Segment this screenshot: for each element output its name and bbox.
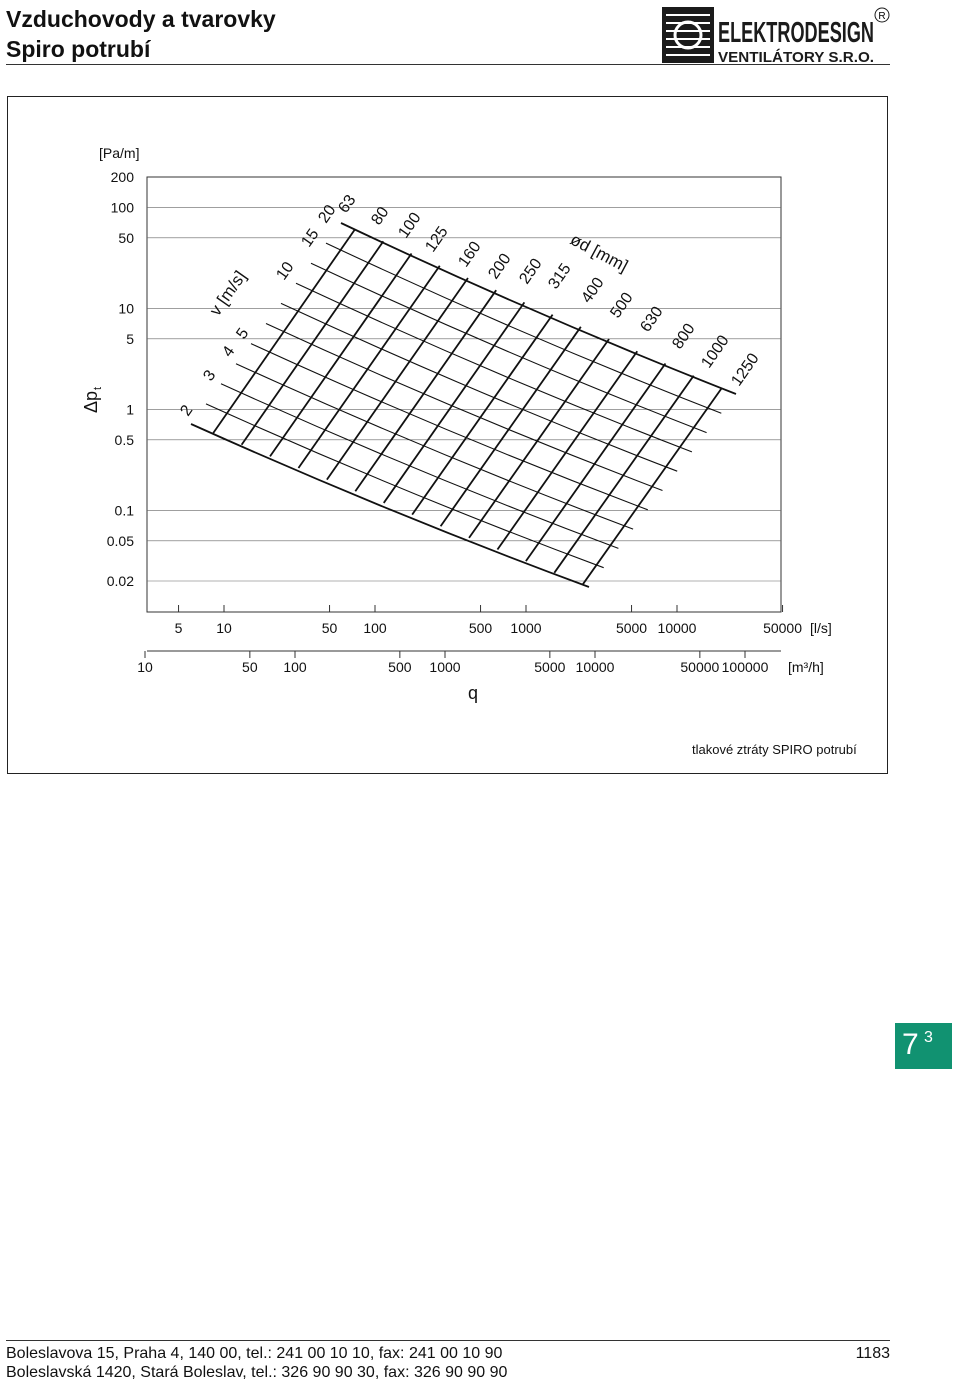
diameter-label: 800 xyxy=(669,320,699,353)
plot-area xyxy=(147,177,781,612)
x-ls-tick-label: 100 xyxy=(363,620,387,636)
page-title: Vzduchovody a tvarovky xyxy=(6,6,276,32)
logo-subtitle: VENTILÁTORY S.R.O. xyxy=(718,49,874,64)
velocity-curve xyxy=(206,404,604,568)
y-tick-label: 50 xyxy=(118,229,134,246)
diameter-label: 1000 xyxy=(698,332,733,372)
x-m3h-tick-label: 500 xyxy=(388,659,412,675)
velocity-curve xyxy=(221,384,618,549)
diameter-line xyxy=(270,254,412,457)
x-ls-tick-label: 5 xyxy=(174,620,183,636)
x-m3h-tick-label: 1000 xyxy=(429,659,461,675)
diameter-line xyxy=(242,241,384,444)
x-m3h-tick-label: 50 xyxy=(242,659,258,675)
x-m3h-tick-label: 50000 xyxy=(680,659,720,675)
registered-mark: R xyxy=(878,11,886,22)
velocity-label: 4 xyxy=(219,343,239,361)
y-axis-unit: [Pa/m] xyxy=(99,145,140,161)
x-ls-tick-label: 10 xyxy=(216,620,232,636)
x-m3h-unit: [m³/h] xyxy=(788,659,824,675)
section-badge xyxy=(895,1023,952,1069)
velocity-label: 20 xyxy=(315,201,340,227)
diameter-label: 630 xyxy=(637,303,667,336)
pressure-loss-chart xyxy=(8,97,887,773)
x-ls-unit: [l/s] xyxy=(810,620,832,636)
diameter-label: 250 xyxy=(516,255,546,288)
diameter-label: 200 xyxy=(485,250,515,283)
diameter-label: 315 xyxy=(545,260,575,293)
x-axis-symbol: q xyxy=(467,683,479,703)
x-ls-tick-label: 1000 xyxy=(510,620,542,636)
header-divider xyxy=(6,64,890,65)
section-number: 7 xyxy=(902,1028,919,1061)
y-tick-label: 0.05 xyxy=(106,532,134,549)
velocity-curve xyxy=(281,303,677,471)
diameter-label: 160 xyxy=(455,238,485,271)
diameter-line xyxy=(497,351,637,549)
velocity-label: 10 xyxy=(273,258,298,284)
diameter-line xyxy=(526,363,666,561)
address-prague: Boleslavova 15, Praha 4, 140 00, tel.: 241 00 10 10, fax: 241 00 10 90 xyxy=(6,1345,503,1362)
diameter-label: 80 xyxy=(368,203,393,229)
diameter-line xyxy=(441,327,581,526)
diameter-line xyxy=(412,315,552,515)
diameter-line xyxy=(298,266,439,468)
y-axis-symbol-subscript: t xyxy=(92,386,104,390)
page-subtitle: Spiro potrubí xyxy=(6,36,151,62)
x-ls-tick-label: 50000 xyxy=(763,620,803,636)
company-logo xyxy=(662,4,890,64)
x-m3h-tick-label: 100000 xyxy=(721,659,769,675)
diameter-label: 125 xyxy=(422,223,452,256)
x-ls-tick-label: 50 xyxy=(321,620,338,636)
y-tick-label: 100 xyxy=(110,199,134,216)
x-m3h-tick-label: 10 xyxy=(137,659,153,675)
address-stara-boleslav: Boleslavská 1420, Stará Boleslav, tel.: 326 90 90 30, fax: 326 90 90 90 xyxy=(6,1364,508,1381)
x-ls-tick-label: 5000 xyxy=(615,620,648,636)
chart-frame xyxy=(7,96,888,774)
diameter-label: 400 xyxy=(578,274,608,307)
velocity-curve xyxy=(311,260,707,432)
velocity-label: 5 xyxy=(233,325,253,343)
velocity-label: 15 xyxy=(298,225,323,251)
velocity-label: 3 xyxy=(200,367,220,385)
page-number: 1183 xyxy=(855,1345,890,1362)
x-m3h-tick-label: 10000 xyxy=(575,659,615,675)
x-ls-tick-label: 500 xyxy=(468,620,493,636)
y-tick-label: 200 xyxy=(110,169,134,185)
chart-caption: tlakové ztráty SPIRO potrubí xyxy=(692,742,857,757)
logo-brand: ELEKTRODESIGN xyxy=(718,17,874,49)
footer-divider xyxy=(6,1340,890,1341)
diameter-label: 100 xyxy=(395,209,425,242)
section-subnumber: 3 xyxy=(924,1029,933,1046)
diameter-label: 500 xyxy=(607,289,637,322)
y-tick-label: 10 xyxy=(118,300,134,317)
diameter-title: ød [mm] xyxy=(567,229,632,276)
y-tick-label: 5 xyxy=(126,330,134,347)
y-tick-label: 0.1 xyxy=(114,502,134,519)
x-ls-tick-label: 10000 xyxy=(657,620,697,636)
x-m3h-tick-label: 100 xyxy=(283,659,307,675)
diameter-line xyxy=(469,339,609,538)
diameter-label: 1250 xyxy=(728,350,763,390)
y-axis-symbol: Δp xyxy=(81,390,101,413)
velocity-title: v [m/s] xyxy=(205,267,250,320)
x-m3h-tick-label: 5000 xyxy=(534,659,566,675)
diameter-label: 63 xyxy=(335,191,360,217)
y-tick-label: 0.02 xyxy=(106,573,134,589)
y-tick-label: 0.5 xyxy=(114,431,134,448)
y-tick-label: 1 xyxy=(126,401,134,418)
velocity-label: 2 xyxy=(177,402,197,420)
